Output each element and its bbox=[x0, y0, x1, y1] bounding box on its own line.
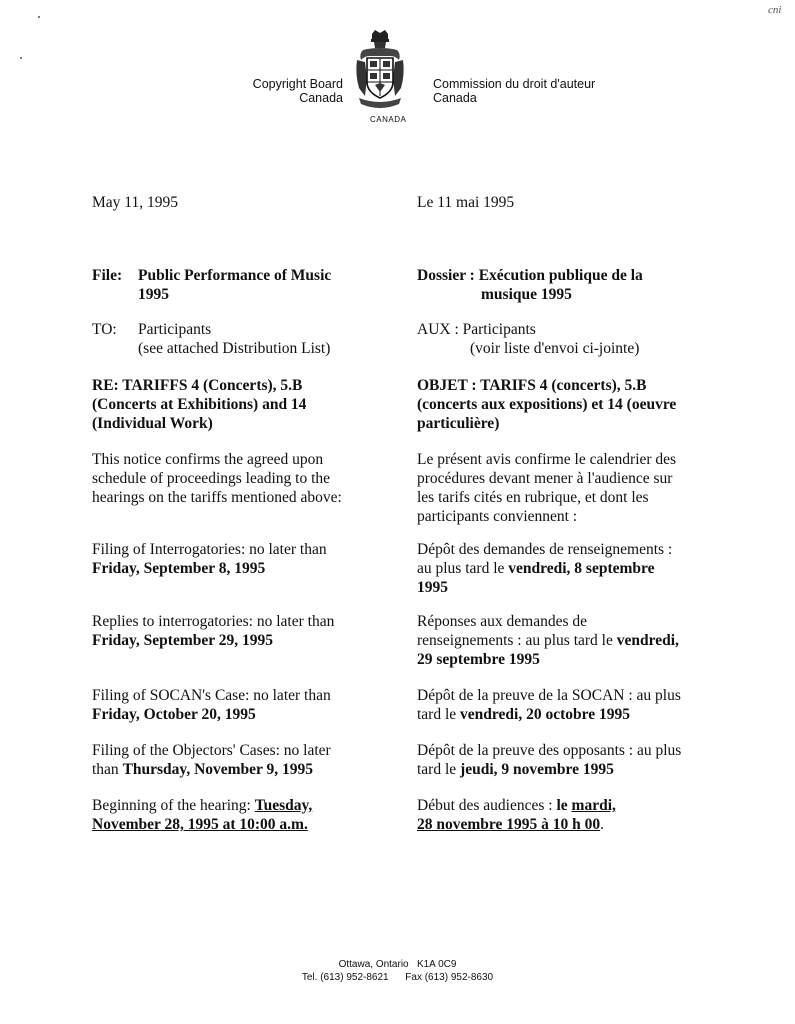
to-french bbox=[417, 320, 717, 358]
objectors-fr-line1: Dépôt de la preuve des opposants : au plus bbox=[417, 742, 682, 759]
aux-line2: (voir liste d'envoi ci-jointe) bbox=[470, 340, 640, 357]
dossier-line2: musique 1995 bbox=[481, 286, 572, 303]
crest-label: CANADA bbox=[370, 115, 407, 124]
notice-english bbox=[92, 450, 392, 507]
file-title bbox=[138, 266, 331, 304]
letterhead-french-line2: Canada bbox=[433, 91, 477, 105]
interrogatories-en-date: Friday, September 8, 1995 bbox=[92, 560, 266, 577]
notice-french bbox=[417, 450, 717, 526]
schedule-interrogatories-french bbox=[417, 540, 717, 597]
objectors-en-line1: Filing of the Objectors' Cases: no later bbox=[92, 742, 331, 759]
objectors-fr-line2-date: jeudi, 9 novembre 1995 bbox=[460, 761, 614, 778]
replies-fr-line2-day: vendredi, bbox=[616, 632, 679, 649]
objectors-en-line2-date: Thursday, November 9, 1995 bbox=[122, 761, 314, 778]
interrogatories-en-line1: Filing of Interrogatories: no later than bbox=[92, 541, 327, 558]
socan-fr-line2-plain: tard le bbox=[417, 706, 461, 723]
coat-of-arms-icon bbox=[355, 30, 405, 114]
hearing-fr-line2-date: 28 novembre 1995 à 10 h 00 bbox=[417, 816, 601, 833]
notice-fr-line3: les tarifs cités en rubrique, et dont les bbox=[417, 489, 649, 506]
scan-speck bbox=[20, 57, 22, 59]
letterhead-french bbox=[433, 77, 595, 105]
footer-address bbox=[0, 958, 795, 984]
notice-fr-line1: Le présent avis confirme le calendrier des bbox=[417, 451, 677, 468]
scan-speck bbox=[38, 16, 40, 18]
objectors-en-line2-plain: than bbox=[92, 761, 123, 778]
hearing-en-line1-day: Tuesday, bbox=[254, 797, 313, 814]
file-english bbox=[92, 266, 392, 304]
to-line1: Participants bbox=[138, 321, 212, 338]
re-line3: (Individual Work) bbox=[92, 415, 213, 432]
schedule-objectors-english bbox=[92, 741, 392, 779]
notice-en-line3: hearings on the tariffs mentioned above: bbox=[92, 489, 342, 506]
to-recipients bbox=[138, 320, 330, 358]
schedule-hearing-french bbox=[417, 796, 717, 834]
objectors-fr-line2-plain: tard le bbox=[417, 761, 461, 778]
to-label: TO: bbox=[92, 321, 117, 338]
notice-en-line1: This notice confirms the agreed upon bbox=[92, 451, 324, 468]
notice-fr-line4: participants conviennent : bbox=[417, 508, 578, 525]
schedule-replies-english bbox=[92, 612, 392, 650]
objet-line3: particulière) bbox=[417, 415, 500, 432]
schedule-socan-english bbox=[92, 686, 392, 724]
hearing-fr-line1-plain: Début des audiences : bbox=[417, 797, 557, 814]
date-english: May 11, 1995 bbox=[92, 194, 178, 211]
re-line2: (Concerts at Exhibitions) and 14 bbox=[92, 396, 307, 413]
socan-en-line1: Filing of SOCAN's Case: no later than bbox=[92, 687, 331, 704]
re-english bbox=[92, 376, 392, 433]
schedule-hearing-english bbox=[92, 796, 392, 834]
to-line2: (see attached Distribution List) bbox=[138, 340, 331, 357]
hearing-fr-line1-day: mardi, bbox=[571, 797, 616, 814]
socan-fr-line1: Dépôt de la preuve de la SOCAN : au plus bbox=[417, 687, 681, 704]
interrogatories-fr-line3-year: 1995 bbox=[417, 579, 448, 596]
schedule-interrogatories-english bbox=[92, 540, 392, 578]
objet-line2: (concerts aux expositions) et 14 (oeuvre bbox=[417, 396, 677, 413]
notice-en-line2: schedule of proceedings leading to the bbox=[92, 470, 331, 487]
hearing-en-line2-date: November 28, 1995 at 10:00 a.m. bbox=[92, 816, 308, 833]
aux-line1: AUX : Participants bbox=[417, 321, 536, 338]
objet-line1: OBJET : TARIFS 4 (concerts), 5.B bbox=[417, 377, 647, 394]
re-french bbox=[417, 376, 717, 433]
letterhead-english bbox=[253, 77, 343, 105]
footer-line2: Tel. (613) 952-8621 Fax (613) 952-8630 bbox=[301, 972, 494, 983]
dossier-line1: Dossier : Exécution publique de la bbox=[417, 267, 643, 284]
socan-fr-line2-date: vendredi, 20 octobre 1995 bbox=[460, 706, 630, 723]
schedule-socan-french bbox=[417, 686, 717, 724]
date-french: Le 11 mai 1995 bbox=[417, 194, 515, 211]
schedule-replies-french bbox=[417, 612, 717, 669]
replies-fr-line1: Réponses aux demandes de bbox=[417, 613, 588, 630]
hearing-fr-line1-prefix: le bbox=[556, 797, 572, 814]
schedule-objectors-french bbox=[417, 741, 717, 779]
re-line1: RE: TARIFFS 4 (Concerts), 5.B bbox=[92, 377, 303, 394]
footer-line1: Ottawa, Ontario K1A 0C9 bbox=[338, 959, 457, 970]
corner-mark: cni bbox=[768, 4, 782, 16]
interrogatories-fr-line1: Dépôt des demandes de renseignements : bbox=[417, 541, 673, 558]
socan-en-date: Friday, October 20, 1995 bbox=[92, 706, 256, 723]
replies-en-date: Friday, September 29, 1995 bbox=[92, 632, 273, 649]
interrogatories-fr-line2-plain: au plus tard le bbox=[417, 560, 509, 577]
letterhead-english-line2: Canada bbox=[299, 91, 343, 105]
hearing-fr-line2-tail: . bbox=[600, 816, 605, 833]
file-title-line1: Public Performance of Music bbox=[138, 267, 332, 284]
file-french bbox=[417, 266, 717, 304]
replies-fr-line3-date: 29 septembre 1995 bbox=[417, 651, 540, 668]
file-label: File: bbox=[92, 267, 123, 284]
file-title-line2: 1995 bbox=[138, 286, 169, 303]
interrogatories-fr-line2-date: vendredi, 8 septembre bbox=[508, 560, 655, 577]
replies-en-line1: Replies to interrogatories: no later than bbox=[92, 613, 335, 630]
notice-fr-line2: procédures devant mener à l'audience sur bbox=[417, 470, 673, 487]
replies-fr-line2-plain: renseignements : au plus tard le bbox=[417, 632, 617, 649]
letterhead-english-line1: Copyright Board bbox=[252, 77, 343, 91]
to-english bbox=[92, 320, 392, 358]
hearing-en-line1-plain: Beginning of the hearing: bbox=[92, 797, 255, 814]
letterhead-french-line1: Commission du droit d'auteur bbox=[433, 77, 596, 91]
